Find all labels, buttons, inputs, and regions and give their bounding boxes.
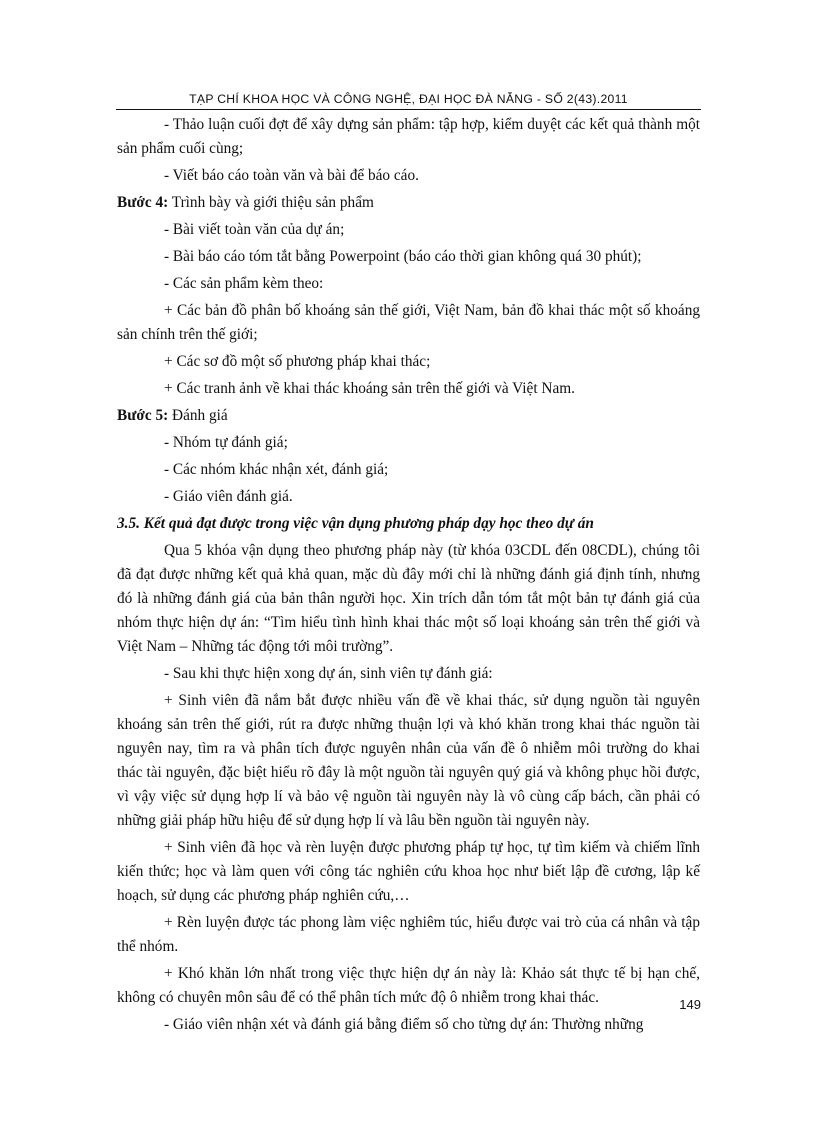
paragraph: + Khó khăn lớn nhất trong việc thực hiện dự án này là: Khảo sát thực tế bị hạn chế, không có chuyên môn sâu để có thể phân tích mức độ ô nhiễm trong khai thác.: [117, 965, 700, 1006]
paragraph: + Các bản đồ phân bố khoáng sản thế giới, Việt Nam, bản đồ khai thác một số khoáng sản chính trên thế giới;: [117, 302, 700, 343]
paragraph: + Rèn luyện được tác phong làm việc nghiêm túc, hiểu được vai trò của cá nhân và tập thể nhóm.: [117, 914, 700, 955]
step-5-heading: [117, 404, 700, 428]
paragraph: - Các sản phẩm kèm theo:: [164, 275, 324, 292]
header-divider: [116, 109, 701, 110]
running-header: TẠP CHÍ KHOA HỌC VÀ CÔNG NGHỆ, ĐẠI HỌC ĐÀ NẴNG - SỐ 2(43).2011: [189, 92, 628, 106]
step-4-label: Bước 4:: [117, 194, 169, 211]
step-5-text: Đánh giá: [168, 407, 228, 424]
paragraph: - Thảo luận cuối đợt để xây dựng sản phẩm: tập hợp, kiểm duyệt các kết quả thành một sản phẩm cuối cùng;: [117, 116, 700, 157]
paragraph: - Bài báo cáo tóm tắt bằng Powerpoint (báo cáo thời gian không quá 30 phút);: [164, 248, 642, 265]
paragraph: Qua 5 khóa vận dụng theo phương pháp này (từ khóa 03CDL đến 08CDL), chúng tôi đã đạt được những kết quả khả quan, mặc dù đây mới chỉ là những đánh giá định tính, nhưng đó là những đánh giá của bản thân người học. Xin trích dẫn tóm tắt một bản tự đánh giá của nhóm thực hiện dự án: “Tìm hiểu tình hình khai thác một số loại khoáng sản trên thế giới và Việt Nam – Những tác động tới môi trường”.: [117, 542, 700, 655]
paragraph: - Bài viết toàn văn của dự án;: [164, 221, 345, 238]
paragraph: + Sinh viên đã nắm bắt được nhiều vấn đề về khai thác, sử dụng nguồn tài nguyên khoáng sản trên thế giới, rút ra được những thuận lợi và khó khăn trong khai thác nguồn tài nguyên nay, tìm ra và phân tích được nguyên nhân của vấn đề ô nhiễm môi trường do khai thác tài nguyên, đặc biệt hiểu rõ đây là một nguồn tài nguyên quý giá và không phục hồi được, vì vậy việc sử dụng hợp lí và bảo vệ nguồn tài nguyên này là vô cùng cấp bách, cần phải có những giải pháp hữu hiệu để sử dụng hợp lí và lâu bền nguồn tài nguyên này.: [117, 692, 700, 829]
page-body: [117, 113, 700, 1037]
page-number: 149: [679, 997, 701, 1012]
paragraph: + Các tranh ảnh về khai thác khoáng sản trên thế giới và Việt Nam.: [164, 380, 575, 397]
paragraph: - Các nhóm khác nhận xét, đánh giá;: [164, 461, 389, 478]
step-5-label: Bước 5:: [117, 407, 169, 424]
paragraph: - Giáo viên nhận xét và đánh giá bằng điểm số cho từng dự án: Thường những: [164, 1016, 644, 1033]
paragraph: + Sinh viên đã học và rèn luyện được phương pháp tự học, tự tìm kiếm và chiếm lĩnh kiến thức; học và làm quen với công tác nghiên cứu khoa học như biết lập đề cương, lập kế hoạch, sử dụng các phương pháp nghiên cứu,…: [117, 839, 700, 904]
step-4-heading: [117, 191, 700, 215]
paragraph: - Giáo viên đánh giá.: [164, 488, 293, 505]
section-title: 3.5. Kết quả đạt được trong việc vận dụng phương pháp dạy học theo dự án: [117, 515, 594, 532]
paragraph: - Sau khi thực hiện xong dự án, sinh viên tự đánh giá:: [164, 665, 493, 682]
paragraph: - Nhóm tự đánh giá;: [164, 434, 288, 451]
step-4-text: Trình bày và giới thiệu sản phẩm: [168, 194, 374, 211]
paragraph: + Các sơ đồ một số phương pháp khai thác;: [164, 353, 431, 370]
paragraph: - Viết báo cáo toàn văn và bài để báo cáo.: [164, 167, 419, 184]
